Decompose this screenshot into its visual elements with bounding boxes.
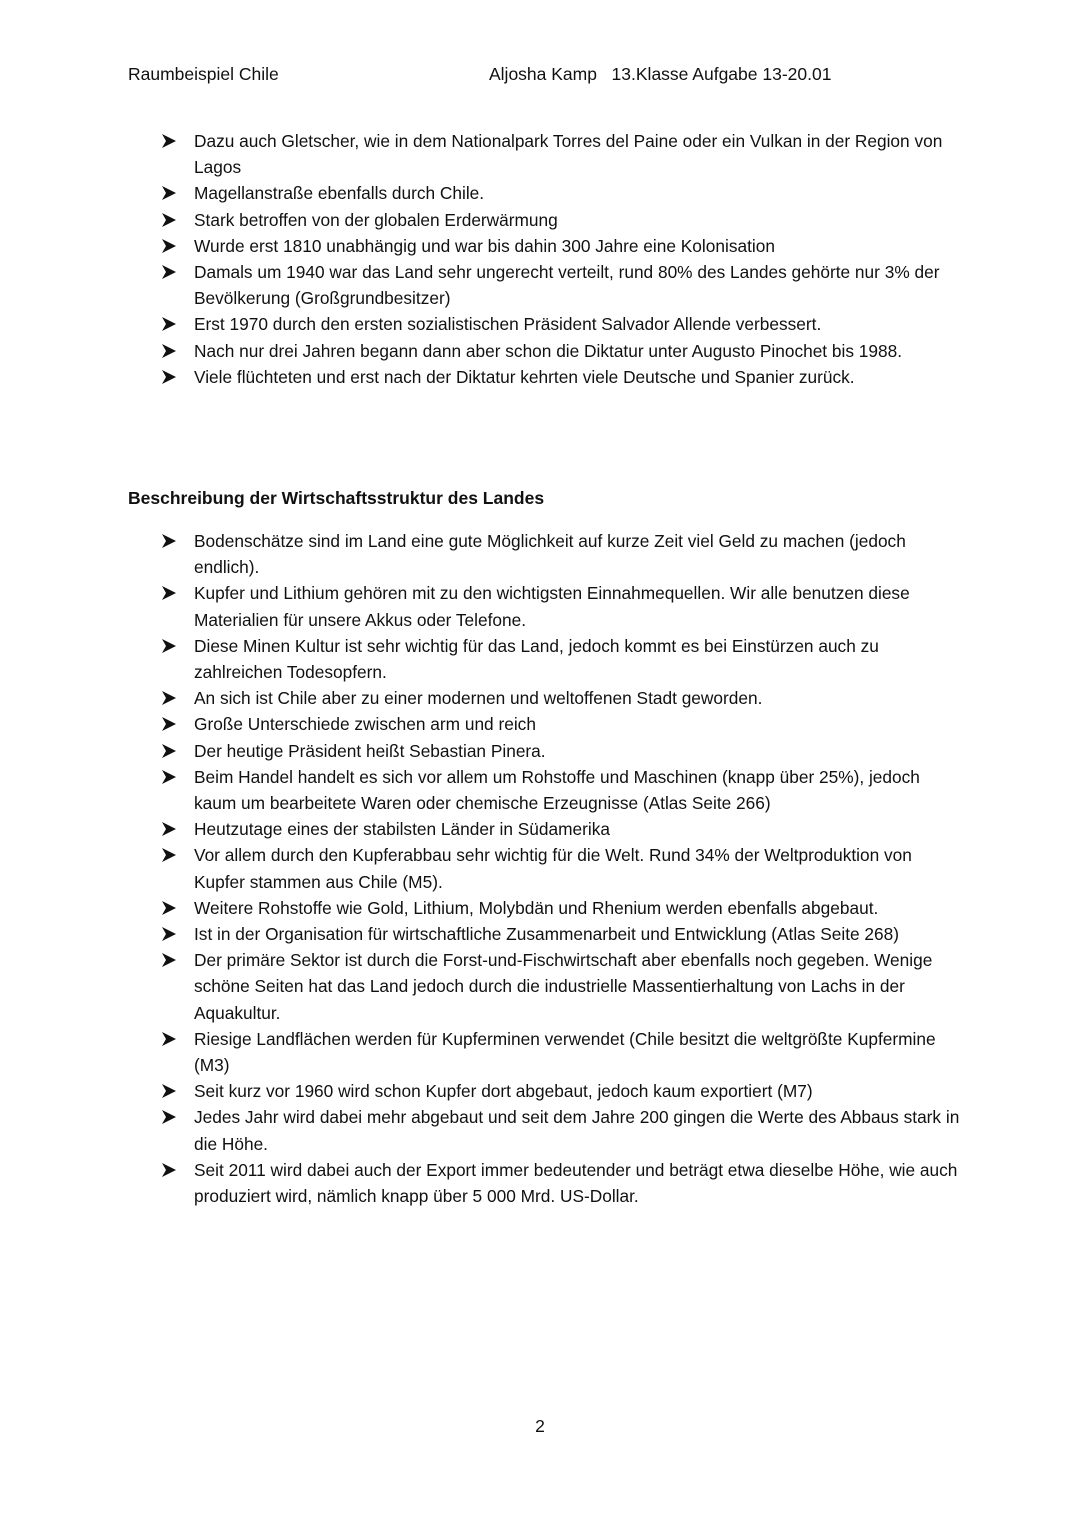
list-item-text: Große Unterschiede zwischen arm und reich: [194, 714, 536, 735]
list-item-text: Vor allem durch den Kupferabbau sehr wichtig für die Welt. Rund 34% der Weltproduktion von Kupfer stammen aus Chile (M5).: [194, 845, 912, 892]
bullet-list-economy: [162, 528, 962, 1209]
list-item-text: Seit 2011 wird dabei auch der Export immer bedeutender und beträgt etwa dieselbe Höhe, wie auch produziert wird, nämlich knapp über 5 000 Mrd. US-Dollar.: [194, 1159, 958, 1207]
arrowhead-bullet-icon: [162, 259, 180, 285]
arrowhead-bullet-icon: [162, 816, 180, 842]
list-item-text: Damals um 1940 war das Land sehr ungerecht verteilt, rund 80% des Landes gehörte nur 3% der Bevölkerung (Großgrundbesitzer): [194, 262, 940, 309]
list-item-text: Jedes Jahr wird dabei mehr abgebaut und seit dem Jahre 200 gingen die Werte des Abbaus stark in die Höhe.: [194, 1107, 960, 1154]
list-item: [162, 895, 962, 921]
arrowhead-bullet-icon: [162, 1026, 180, 1052]
list-item: [162, 338, 962, 364]
arrowhead-bullet-icon: [162, 180, 180, 206]
arrowhead-bullet-icon: [162, 580, 180, 606]
list-item-text: Nach nur drei Jahren begann dann aber schon die Diktatur unter Augusto Pinochet bis 1988.: [194, 340, 903, 361]
list-item-text: Stark betroffen von der globalen Erderwärmung: [194, 209, 558, 230]
list-item: [162, 259, 962, 311]
list-item-text: Viele flüchteten und erst nach der Diktatur kehrten viele Deutsche und Spanier zurück.: [194, 366, 855, 387]
list-item: [162, 1157, 962, 1209]
list-item: [162, 816, 962, 842]
arrowhead-bullet-icon: [162, 128, 180, 154]
arrowhead-bullet-icon: [162, 711, 180, 737]
list-item: [162, 128, 962, 180]
list-item-text: Beim Handel handelt es sich vor allem um Rohstoffe und Maschinen (knapp über 25%), jedoch kaum um bearbeitete Waren oder chemische Erzeugnisse (Atlas Seite 266): [194, 766, 920, 814]
list-item: [162, 685, 962, 711]
list-item: [162, 311, 962, 337]
arrowhead-bullet-icon: [162, 764, 180, 790]
list-item: [162, 233, 962, 259]
list-item-text: Kupfer und Lithium gehören mit zu den wichtigsten Einnahmequellen. Wir alle benutzen diese Materialien für unsere Akkus oder Telefone.: [194, 583, 910, 630]
list-item-text: Der primäre Sektor ist durch die Forst-und-Fischwirtschaft aber ebenfalls noch gegeben. Wenige schöne Seiten hat das Land jedoch durch die industrielle Massentierhaltung von Lachs in der Aquakultur.: [194, 950, 933, 1023]
arrowhead-bullet-icon: [162, 1104, 180, 1130]
list-item-text: Dazu auch Gletscher, wie in dem Nationalpark Torres del Paine oder ein Vulkan in der Region von Lagos: [194, 131, 943, 178]
arrowhead-bullet-icon: [162, 921, 180, 947]
list-item: [162, 207, 962, 233]
arrowhead-bullet-icon: [162, 947, 180, 973]
list-item: [162, 1026, 962, 1078]
header-title: Raumbeispiel Chile: [128, 64, 279, 84]
header-author-info: Aljosha Kamp 13.Klasse Aufgabe 13-20.01: [489, 64, 832, 84]
list-item-text: Seit kurz vor 1960 wird schon Kupfer dort abgebaut, jedoch kaum exportiert (M7): [194, 1081, 813, 1102]
list-item: [162, 842, 962, 894]
list-item-text: Bodenschätze sind im Land eine gute Möglichkeit auf kurze Zeit viel Geld zu machen (jedoch endlich).: [194, 531, 906, 578]
list-item: [162, 1104, 962, 1156]
list-item-text: An sich ist Chile aber zu einer modernen und weltoffenen Stadt geworden.: [194, 688, 763, 709]
bullet-list-history: [162, 128, 962, 390]
list-item-text: Wurde erst 1810 unabhängig und war bis dahin 300 Jahre eine Kolonisation: [194, 235, 775, 256]
arrowhead-bullet-icon: [162, 1157, 180, 1183]
arrowhead-bullet-icon: [162, 842, 180, 868]
list-item: [162, 580, 962, 632]
list-item: [162, 738, 962, 764]
list-item: [162, 180, 962, 206]
arrowhead-bullet-icon: [162, 1078, 180, 1104]
arrowhead-bullet-icon: [162, 685, 180, 711]
list-item-text: Heutzutage eines der stabilsten Länder in Südamerika: [194, 819, 610, 840]
list-item: [162, 364, 962, 390]
list-item: [162, 947, 962, 1026]
arrowhead-bullet-icon: [162, 528, 180, 554]
arrowhead-bullet-icon: [162, 364, 180, 390]
page-number: 2: [535, 1416, 545, 1436]
list-item: [162, 633, 962, 685]
list-item: [162, 711, 962, 737]
list-item-text: Der heutige Präsident heißt Sebastian Pinera.: [194, 740, 546, 761]
list-item: [162, 764, 962, 816]
arrowhead-bullet-icon: [162, 738, 180, 764]
arrowhead-bullet-icon: [162, 233, 180, 259]
list-item-text: Weitere Rohstoffe wie Gold, Lithium, Molybdän und Rhenium werden ebenfalls abgebaut.: [194, 897, 879, 918]
section-heading: Beschreibung der Wirtschaftsstruktur des Landes: [128, 488, 545, 508]
arrowhead-bullet-icon: [162, 338, 180, 364]
arrowhead-bullet-icon: [162, 207, 180, 233]
list-item: [162, 528, 962, 580]
page-header: [128, 64, 1020, 90]
list-item: [162, 921, 962, 947]
list-item-text: Magellanstraße ebenfalls durch Chile.: [194, 183, 485, 204]
arrowhead-bullet-icon: [162, 311, 180, 337]
list-item-text: Ist in der Organisation für wirtschaftliche Zusammenarbeit und Entwicklung (Atlas Seite 268): [194, 924, 900, 945]
list-item-text: Erst 1970 durch den ersten sozialistischen Präsident Salvador Allende verbessert.: [194, 314, 822, 335]
list-item: [162, 1078, 962, 1104]
list-item-text: Diese Minen Kultur ist sehr wichtig für das Land, jedoch kommt es bei Einstürzen auch zu zahlreichen Todesopfern.: [194, 635, 879, 683]
list-item-text: Riesige Landflächen werden für Kupferminen verwendet (Chile besitzt die weltgrößte Kupfermine (M3): [194, 1028, 936, 1076]
arrowhead-bullet-icon: [162, 895, 180, 921]
arrowhead-bullet-icon: [162, 633, 180, 659]
